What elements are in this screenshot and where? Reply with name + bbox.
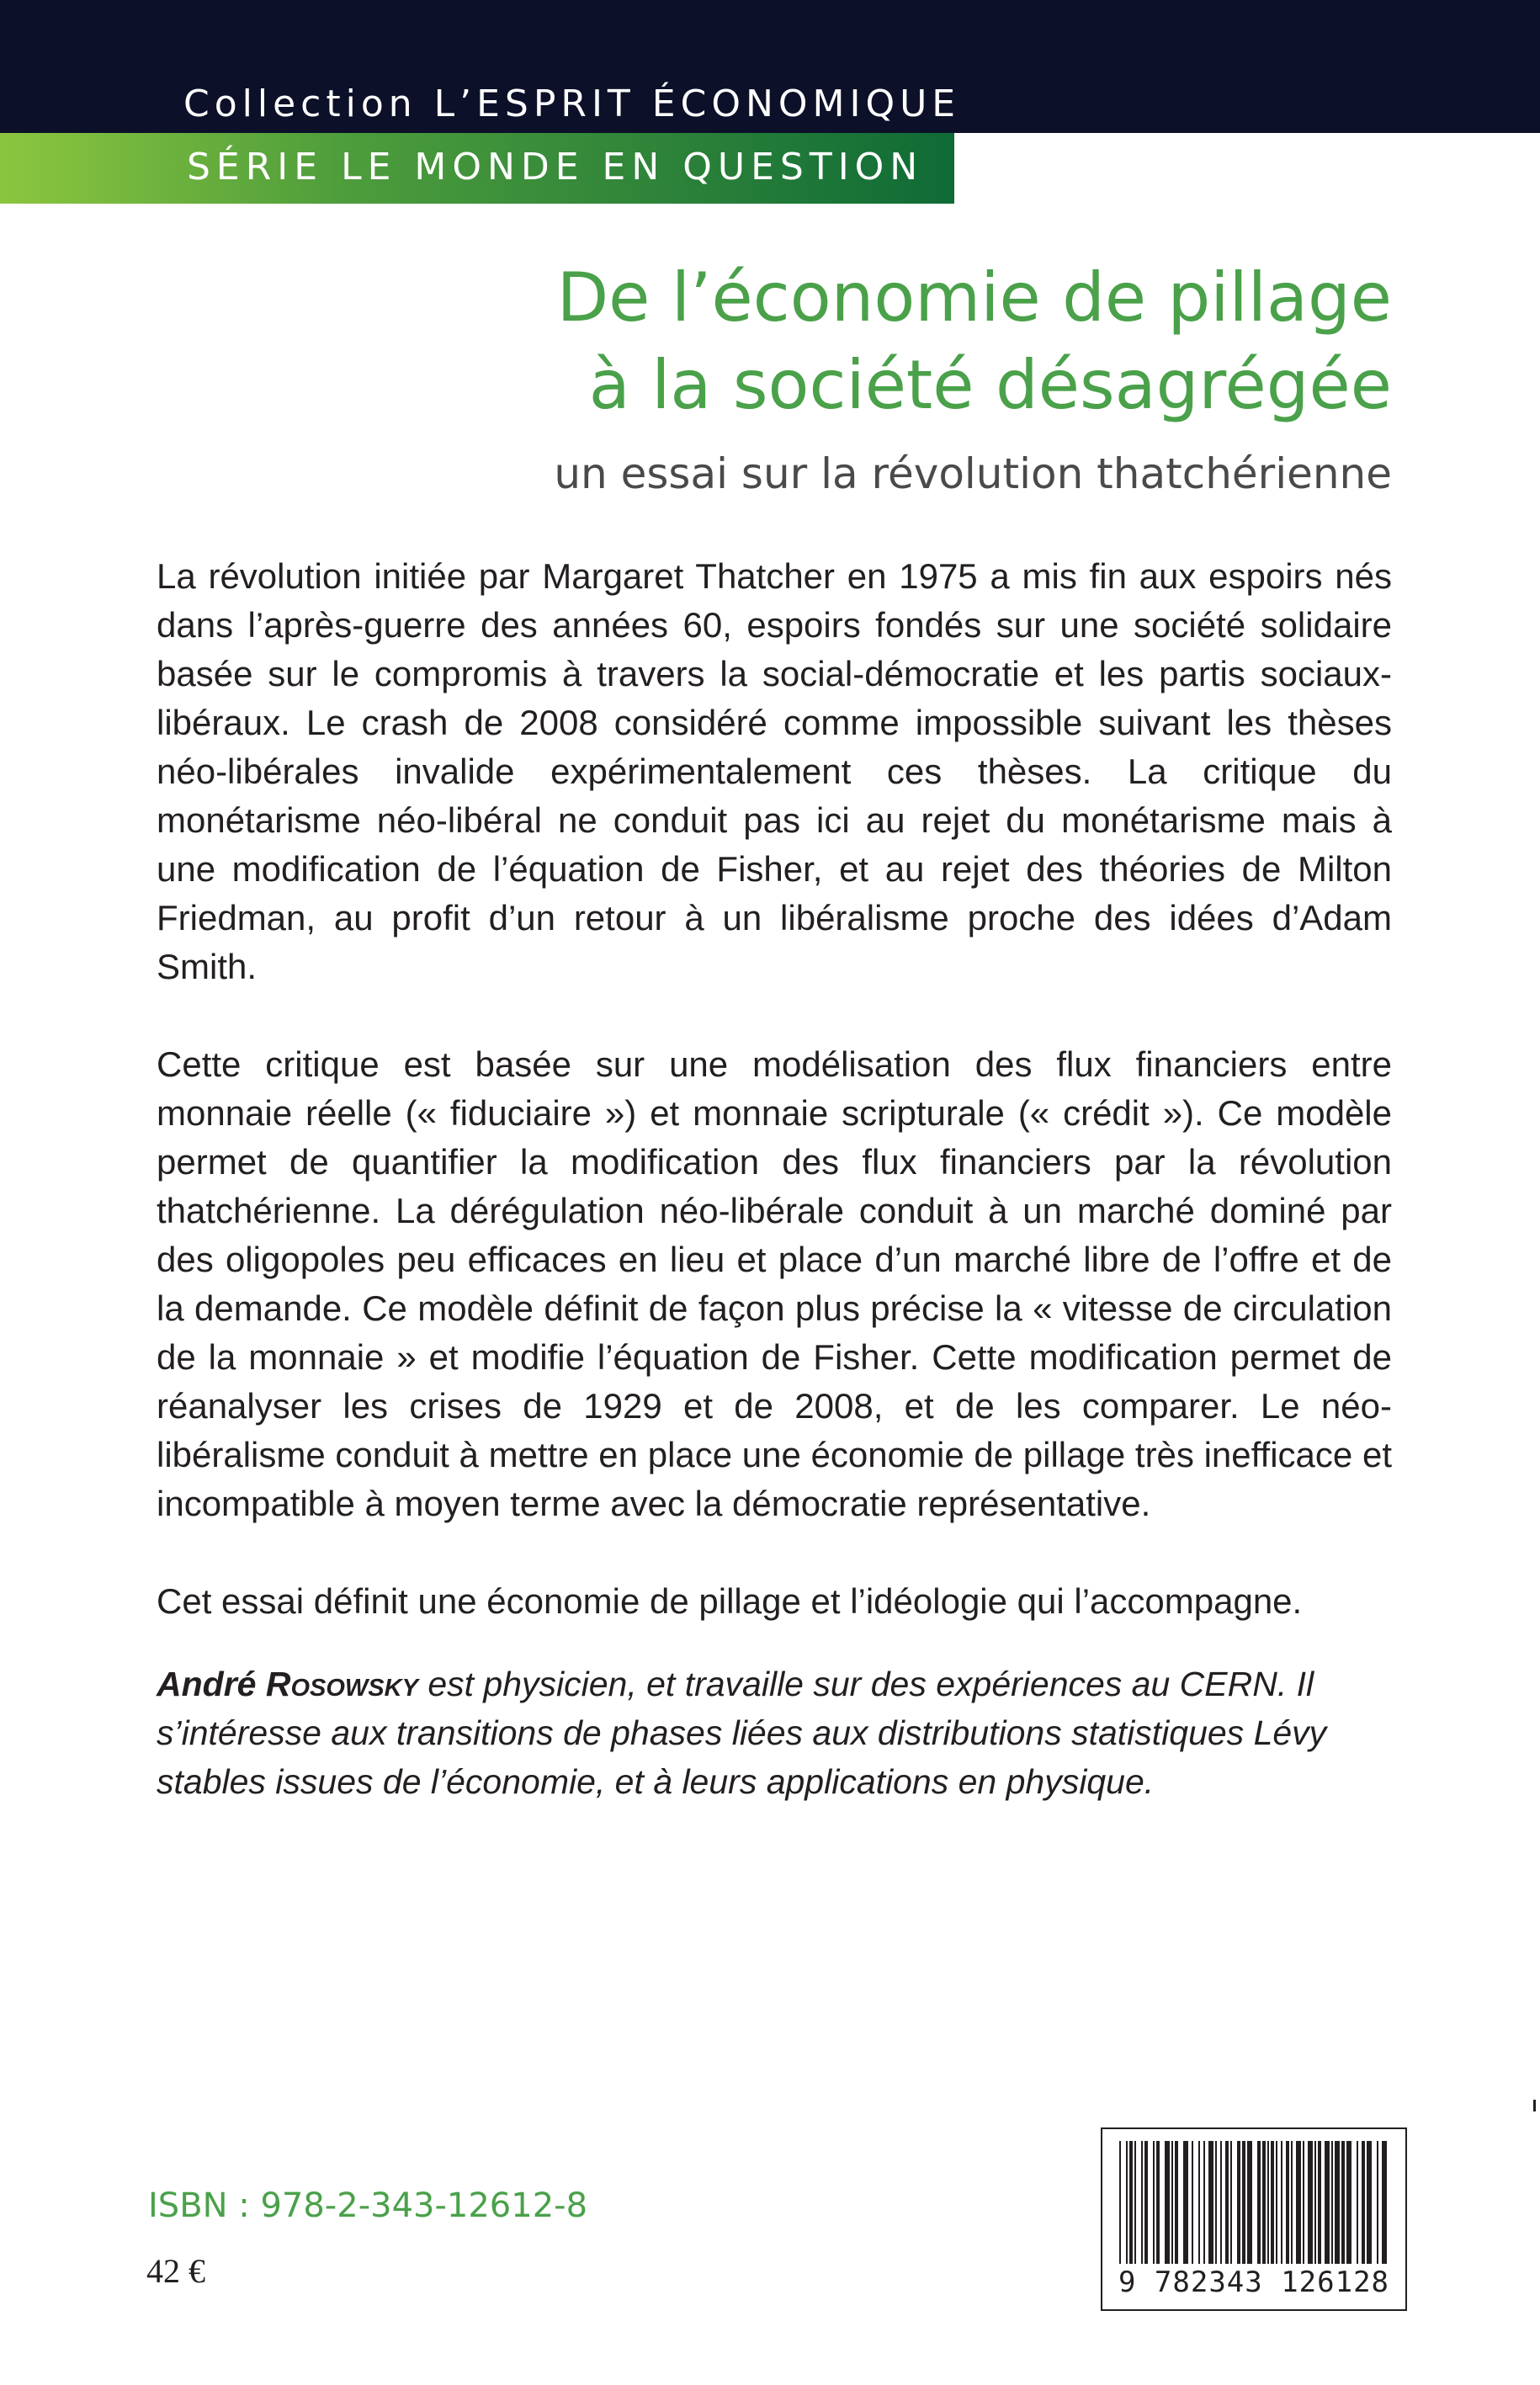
barcode-bar bbox=[1247, 2141, 1252, 2264]
barcode-bar bbox=[1129, 2141, 1133, 2264]
barcode-bar bbox=[1156, 2141, 1160, 2264]
barcode-bars bbox=[1116, 2141, 1392, 2264]
barcode-bar bbox=[1257, 2141, 1261, 2264]
barcode-bar bbox=[1262, 2141, 1266, 2264]
barcode-bar bbox=[1318, 2141, 1321, 2264]
book-subtitle: un essai sur la révolution thatchérienne bbox=[554, 449, 1392, 498]
barcode-bar bbox=[1382, 2141, 1387, 2264]
trim-mark bbox=[1533, 2100, 1536, 2111]
barcode-bar bbox=[1119, 2141, 1121, 2264]
barcode-bar bbox=[1271, 2141, 1274, 2264]
barcode-bar bbox=[1141, 2141, 1143, 2264]
barcode-bar bbox=[1242, 2141, 1245, 2264]
collection-name: Collection L’ESPRIT ÉCONOMIQUE bbox=[183, 82, 961, 125]
barcode-digits: 9 782343 126128 bbox=[1118, 2265, 1390, 2299]
price: 42 € bbox=[146, 2252, 205, 2290]
author-bio-text: est physicien, et travaille sur des expériences au CERN. Il s’intéresse aux transitions de phases liées aux distributions statistiques Lévy stables issues de l’économie, et à leurs applications en physique. bbox=[157, 1665, 1327, 1801]
summary-paragraph-1: La révolution initiée par Margaret Thatcher en 1975 a mis fin aux espoirs nés dans l’après-guerre des années 60, espoirs fondés sur une société solidaire basée sur le compromis à travers la social-démocratie et les partis sociaux-libéraux. Le crash de 2008 considéré comme impossible suivant les thèses néo-libérales invalide expérimentalement ces thèses. La critique du monétarisme néo-libéral ne conduit pas ici au rejet du monétarisme mais à une modification de l’équation de Fisher, et au rejet des théories de Milton Friedman, au profit d’un retour à un libéralisme proche des idées d’Adam Smith. bbox=[157, 556, 1392, 986]
barcode-bar bbox=[1144, 2141, 1148, 2264]
barcode-bar bbox=[1203, 2141, 1205, 2264]
barcode-bar bbox=[1325, 2141, 1330, 2264]
barcode-bar bbox=[1267, 2141, 1269, 2264]
barcode-bar bbox=[1276, 2141, 1277, 2264]
barcode-bar bbox=[1126, 2141, 1128, 2264]
barcode-bar bbox=[1314, 2141, 1316, 2264]
barcode-bar bbox=[1165, 2141, 1170, 2264]
barcode-bar bbox=[1134, 2141, 1136, 2264]
barcode-bar bbox=[1208, 2141, 1213, 2264]
barcode-bar bbox=[1286, 2141, 1289, 2264]
barcode-bar bbox=[1281, 2141, 1282, 2264]
series-name: SÉRIE LE MONDE EN QUESTION bbox=[187, 146, 924, 189]
barcode-bar bbox=[1220, 2141, 1222, 2264]
barcode-bar bbox=[1171, 2141, 1173, 2264]
barcode-bar bbox=[1183, 2141, 1188, 2264]
summary-paragraph-3: Cet essai définit une économie de pillage et l’idéologie qui l’accompagne. bbox=[157, 1581, 1303, 1621]
barcode-bar bbox=[1175, 2141, 1178, 2264]
barcode-bar bbox=[1198, 2141, 1200, 2264]
barcode-bar bbox=[1296, 2141, 1301, 2264]
barcode-bar bbox=[1346, 2141, 1351, 2264]
barcode-bar bbox=[1308, 2141, 1313, 2264]
barcode-bar bbox=[1215, 2141, 1217, 2264]
barcode-bar bbox=[1357, 2141, 1358, 2264]
barcode-bar bbox=[1341, 2141, 1345, 2264]
barcode bbox=[1101, 2127, 1407, 2311]
book-title-line-1: De l’économie de pillage bbox=[556, 258, 1392, 337]
book-title bbox=[298, 254, 1392, 429]
barcode-bar bbox=[1192, 2141, 1193, 2264]
summary-paragraph-2: Cette critique est basée sur une modélisation des flux financiers entre monnaie réelle (« fiduciaire ») et monnaie scripturale (« crédit »). Ce modèle permet de quantifier la modification des flux financiers par la révolution thatchérienne. La dérégulation néo-libérale conduit à un marché dominé par des oligopoles peu efficaces en lieu et place d’un marché libre de l’offre et de la demande. Ce modèle définit de façon plus précise la « vitesse de circulation de la monnaie » et modifie l’équation de Fisher. Cette modification permet de réanalyser les crises de 1929 et de 2008, et de les comparer. Le néo-libéralisme conduit à mettre en place une économie de pillage très inefficace et incompatible à moyen terme avec la démocratie représentative. bbox=[157, 1044, 1392, 1523]
barcode-bar bbox=[1225, 2141, 1229, 2264]
barcode-bar bbox=[1377, 2141, 1378, 2264]
author-last-name: Rosowsky bbox=[265, 1665, 418, 1703]
author-first-name: André bbox=[157, 1665, 266, 1703]
book-title-line-2: à la société désagrégée bbox=[588, 346, 1392, 424]
barcode-bar bbox=[1291, 2141, 1293, 2264]
author-bio bbox=[157, 1660, 1392, 1806]
barcode-bar bbox=[1367, 2141, 1372, 2264]
isbn: ISBN : 978-2-343-12612-8 bbox=[148, 2186, 588, 2225]
barcode-bar bbox=[1303, 2141, 1304, 2264]
barcode-bar bbox=[1237, 2141, 1240, 2264]
barcode-bar bbox=[1230, 2141, 1232, 2264]
barcode-bar bbox=[1362, 2141, 1365, 2264]
barcode-bar bbox=[1153, 2141, 1155, 2264]
barcode-bar bbox=[1335, 2141, 1340, 2264]
barcode-bar bbox=[1331, 2141, 1333, 2264]
book-summary bbox=[157, 552, 1392, 1675]
